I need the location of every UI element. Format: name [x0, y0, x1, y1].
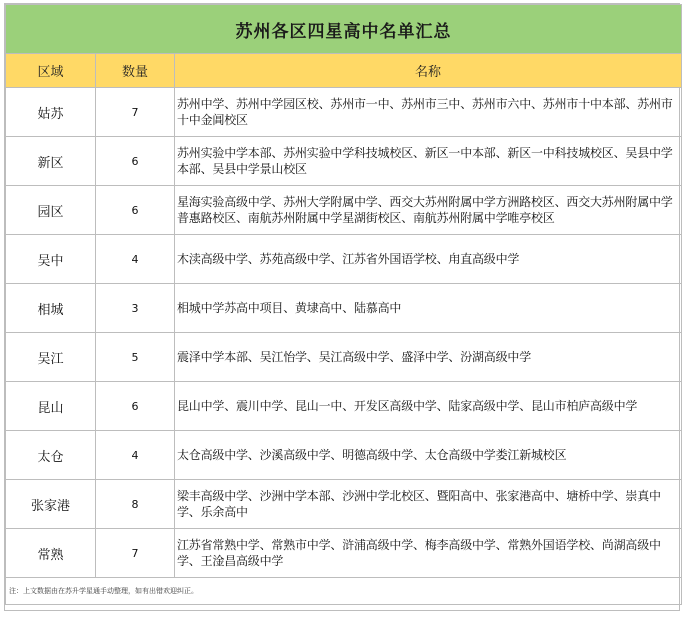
note-row: [6, 578, 682, 605]
names-cell: 星海实验高级中学、苏州大学附属中学、西交大苏州附属中学方洲路校区、西交大苏州附属中学普惠路校区、南航苏州附属中学星湖街校区、南航苏州附属中学唯亭校区: [175, 186, 682, 235]
header-row: [6, 54, 682, 88]
count-cell: 6: [96, 137, 175, 186]
district-cell: 太仓: [6, 431, 96, 480]
names-cell: 太仓高级中学、沙溪高级中学、明德高级中学、太仓高级中学娄江新城校区: [175, 431, 682, 480]
table-row: [6, 333, 682, 382]
names-cell: 震泽中学本部、吴江怡学、吴江高级中学、盛泽中学、汾湖高级中学: [175, 333, 682, 382]
title-row: [6, 5, 682, 54]
count-cell: 6: [96, 186, 175, 235]
table-title: 苏州各区四星高中名单汇总: [6, 5, 682, 54]
summary-sheet: [4, 3, 680, 611]
district-cell: 常熟: [6, 529, 96, 578]
count-cell: 4: [96, 431, 175, 480]
table-row: [6, 137, 682, 186]
footnote: 注：上文数据由在苏升学星通手动整理，如有出错欢迎纠正。: [6, 578, 682, 605]
names-cell: 江苏省常熟中学、常熟市中学、浒浦高级中学、梅李高级中学、常熟外国语学校、尚湖高级中学、王淦昌高级中学: [175, 529, 682, 578]
count-cell: 4: [96, 235, 175, 284]
count-cell: 5: [96, 333, 175, 382]
names-cell: 苏州实验中学本部、苏州实验中学科技城校区、新区一中本部、新区一中科技城校区、吴县中学本部、吴县中学景山校区: [175, 137, 682, 186]
table-row: [6, 186, 682, 235]
table-row: [6, 88, 682, 137]
table-row: [6, 235, 682, 284]
district-cell: 吴中: [6, 235, 96, 284]
names-cell: 昆山中学、震川中学、昆山一中、开发区高级中学、陆家高级中学、昆山市柏庐高级中学: [175, 382, 682, 431]
header-district: 区域: [6, 54, 96, 88]
count-cell: 7: [96, 88, 175, 137]
table-row: [6, 431, 682, 480]
table-row: [6, 529, 682, 578]
header-names: 名称: [175, 54, 682, 88]
count-cell: 8: [96, 480, 175, 529]
school-table: [5, 4, 682, 605]
district-cell: 园区: [6, 186, 96, 235]
count-cell: 7: [96, 529, 175, 578]
district-cell: 新区: [6, 137, 96, 186]
names-cell: 苏州中学、苏州中学园区校、苏州市一中、苏州市三中、苏州市六中、苏州市十中本部、苏州市十中金阊校区: [175, 88, 682, 137]
count-cell: 6: [96, 382, 175, 431]
table-row: [6, 480, 682, 529]
names-cell: 梁丰高级中学、沙洲中学本部、沙洲中学北校区、暨阳高中、张家港高中、塘桥中学、崇真中学、乐余高中: [175, 480, 682, 529]
names-cell: 相城中学苏高中项目、黄埭高中、陆慕高中: [175, 284, 682, 333]
table-row: [6, 382, 682, 431]
names-cell: 木渎高级中学、苏苑高级中学、江苏省外国语学校、甪直高级中学: [175, 235, 682, 284]
district-cell: 姑苏: [6, 88, 96, 137]
header-count: 数量: [96, 54, 175, 88]
district-cell: 昆山: [6, 382, 96, 431]
district-cell: 张家港: [6, 480, 96, 529]
count-cell: 3: [96, 284, 175, 333]
table-row: [6, 284, 682, 333]
district-cell: 相城: [6, 284, 96, 333]
district-cell: 吴江: [6, 333, 96, 382]
